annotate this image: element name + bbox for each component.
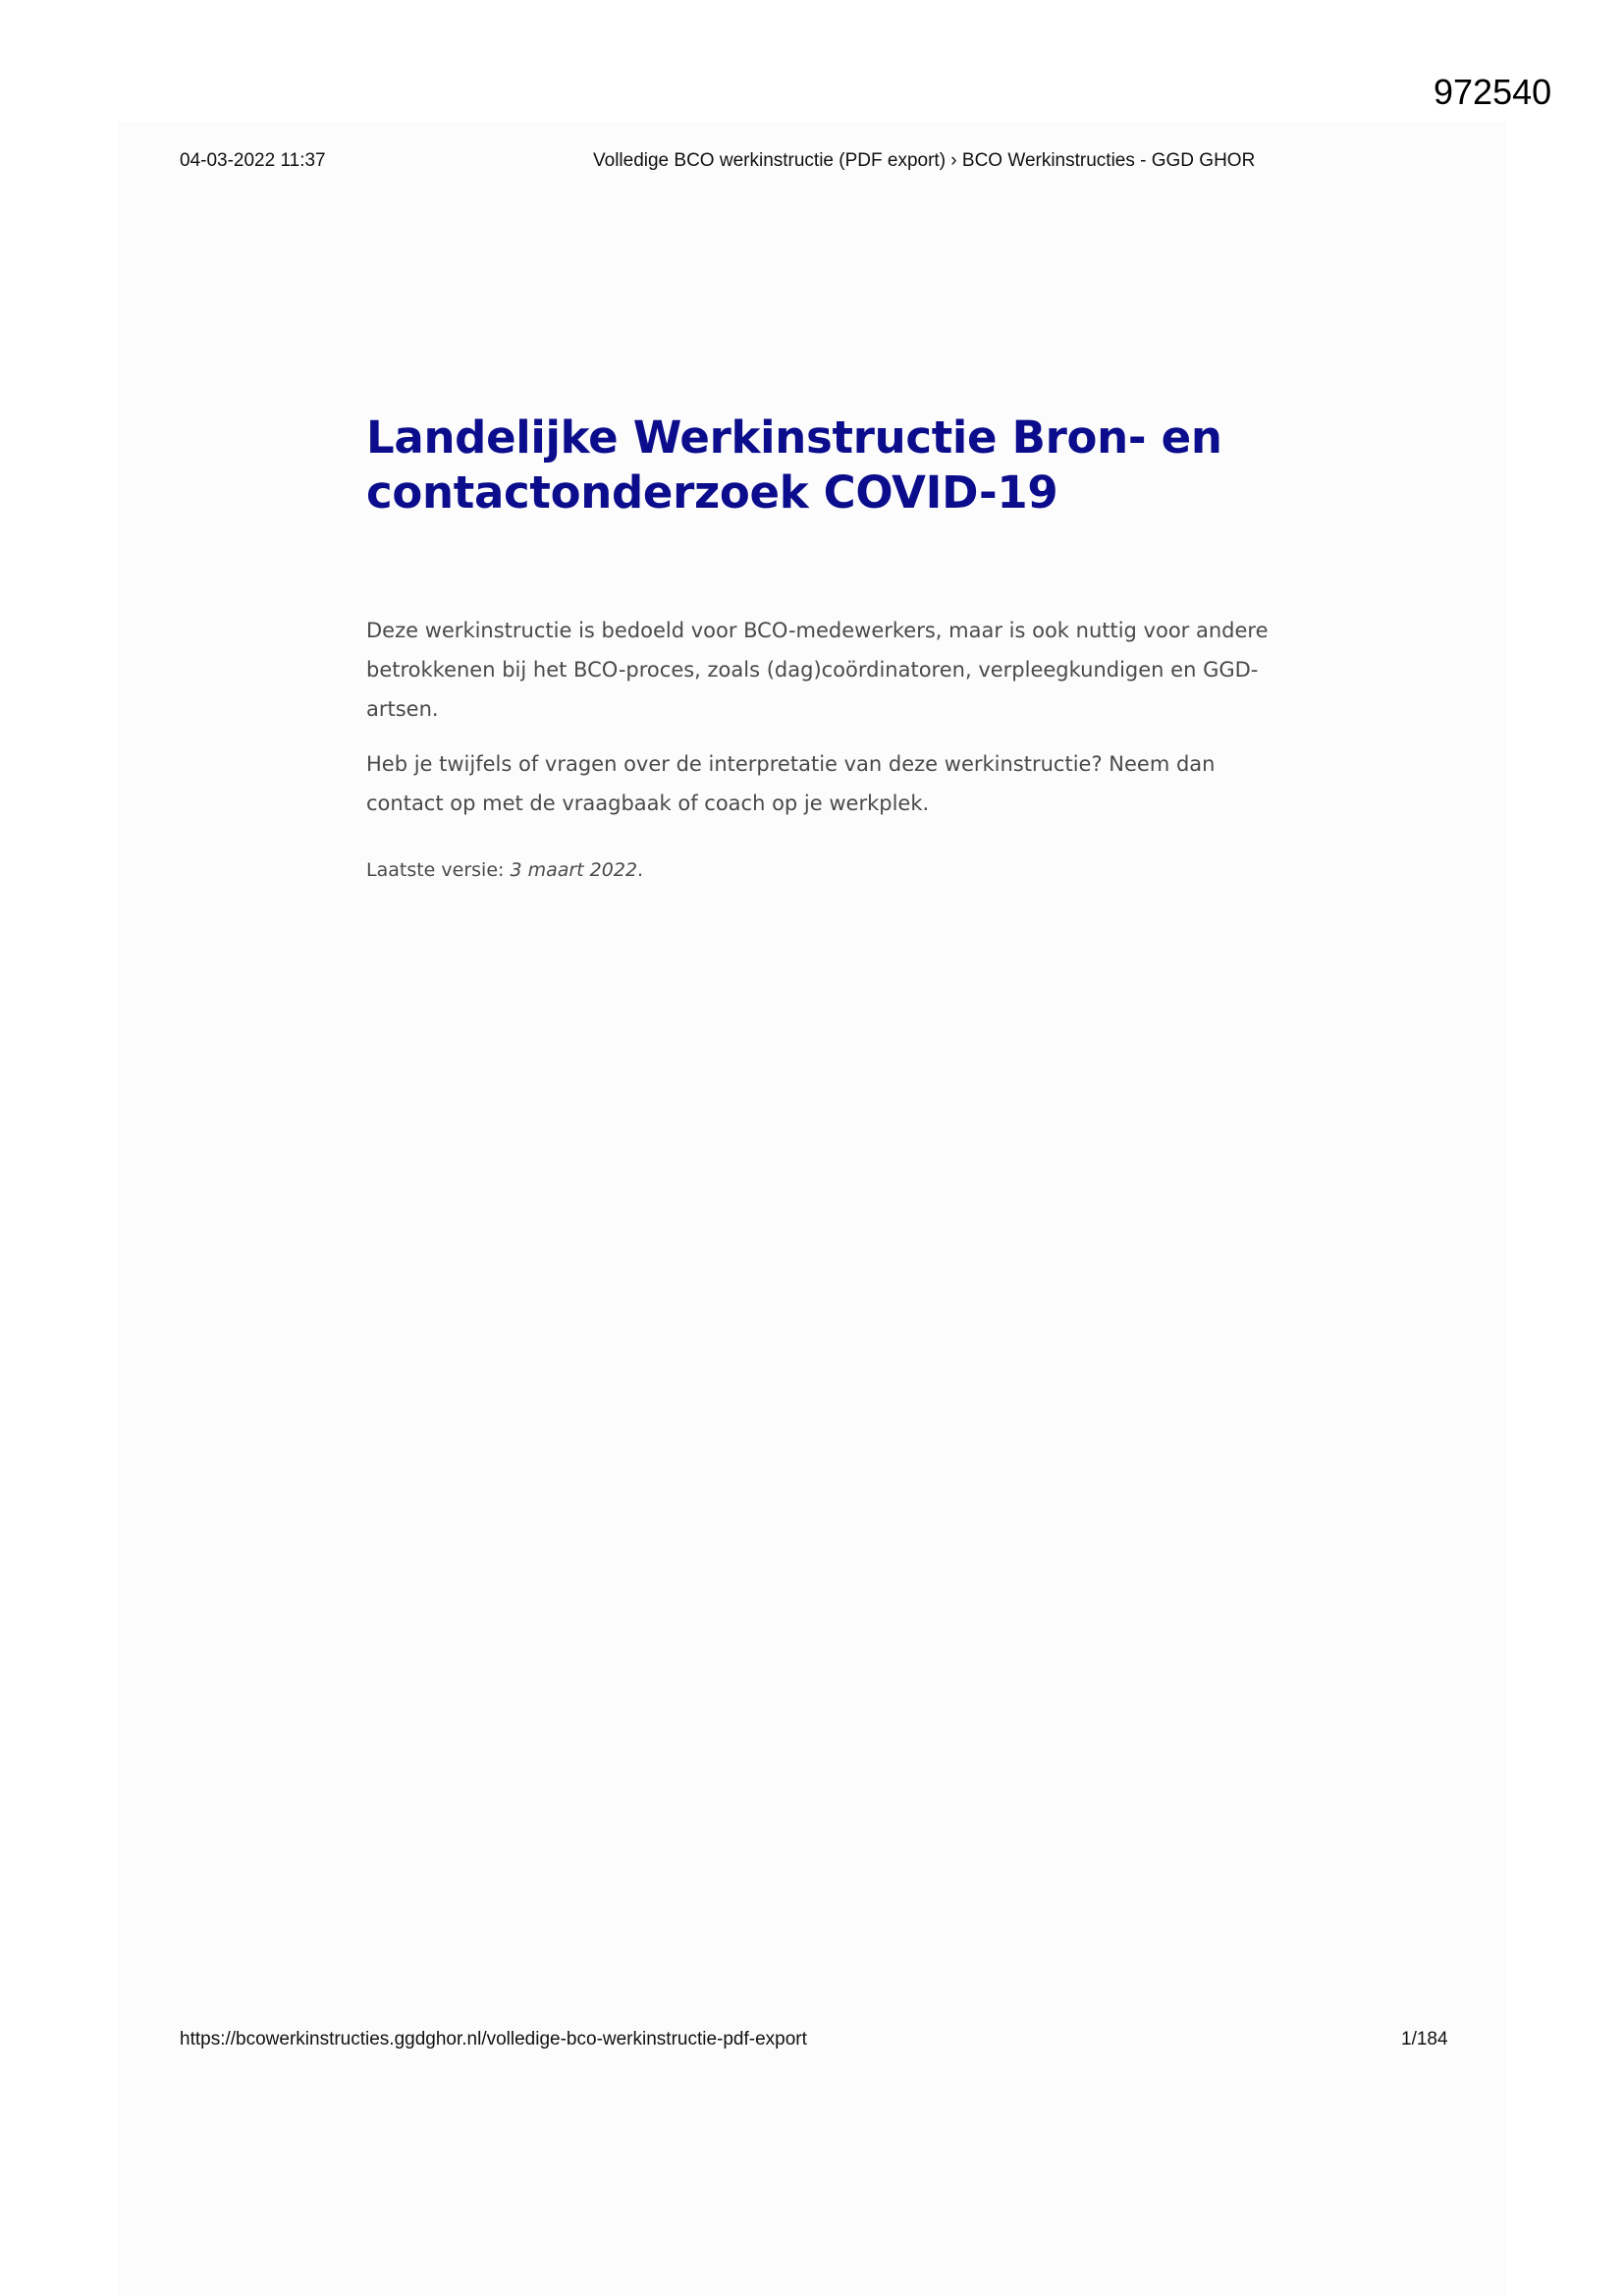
print-footer-url: https://bcowerkinstructies.ggdghor.nl/volledige-bco-werkinstructie-pdf-export bbox=[180, 2029, 807, 2050]
version-suffix: . bbox=[637, 859, 644, 881]
version-date: 3 maart 2022 bbox=[510, 859, 638, 881]
page-title bbox=[366, 410, 1328, 520]
version-label: Laatste versie: bbox=[366, 859, 511, 881]
intro-text bbox=[366, 611, 1279, 839]
intro-paragraph-1: Deze werkinstructie is bedoeld voor BCO-medewerkers, maar is ook nuttig voor andere betrokkenen bij het BCO-proces, zoals (dag)coördinatoren, verpleegkundigen en GGD-artsen. bbox=[366, 619, 1269, 721]
page-title-line-1: Landelijke Werkinstructie Bron- en bbox=[366, 411, 1222, 464]
print-footer-page-number: 1/184 bbox=[1401, 2029, 1448, 2050]
version-note bbox=[366, 856, 643, 884]
document-id: 972540 bbox=[1434, 72, 1552, 112]
print-header-page-title: Volledige BCO werkinstructie (PDF export) › BCO Werkinstructies - GGD GHOR bbox=[593, 150, 1256, 171]
page-title-line-2: contactonderzoek COVID-19 bbox=[366, 466, 1058, 519]
print-header-datetime: 04-03-2022 11:37 bbox=[180, 150, 326, 171]
intro-paragraph-2: Heb je twijfels of vragen over de interpretatie van deze werkinstructie? Neem dan contact op met de vraagbaak of coach op je werkplek. bbox=[366, 752, 1216, 815]
